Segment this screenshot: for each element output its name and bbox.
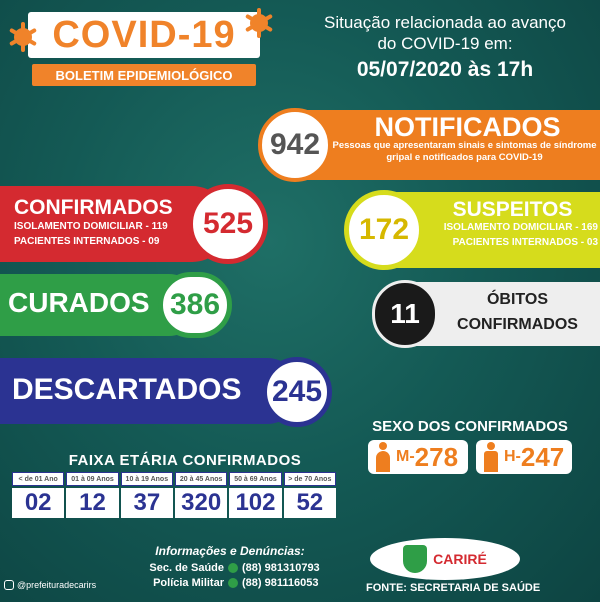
- sexo-homens: [476, 440, 572, 474]
- policia-phone[interactable]: (88) 981116053: [242, 577, 319, 589]
- situation-line2: do COVID-19 em:: [377, 34, 513, 53]
- faixa-value: 12: [66, 488, 118, 518]
- person-male-icon: [480, 442, 502, 472]
- notificados-title: NOTIFICADOS: [374, 112, 561, 142]
- faixa-value: 320: [175, 488, 227, 518]
- sexo-masculino: [368, 440, 468, 474]
- descartados-value: 245: [262, 357, 332, 427]
- suspeitos-title: SUSPEITOS: [452, 198, 573, 221]
- logo-title: COVID-19: [28, 12, 260, 58]
- faixa-title: FAIXA ETÁRIA CONFIRMADOS: [68, 452, 302, 469]
- person-female-icon: [372, 442, 394, 472]
- logo-subtitle: BOLETIM EPIDEMIOLÓGICO: [32, 64, 256, 86]
- faixa-header: 01 à 09 Anos: [66, 472, 118, 486]
- faixa-col: [66, 472, 118, 518]
- obitos-value: 11: [372, 280, 438, 348]
- sexo-title: SEXO DOS CONFIRMADOS: [372, 418, 568, 435]
- fonte-text: FONTE: SECRETARIA DE SAÚDE: [366, 582, 541, 594]
- instagram-icon: [4, 580, 14, 590]
- descartados-title: DESCARTADOS: [12, 373, 242, 406]
- report-date: 05/07/2020 às 17h: [356, 58, 534, 81]
- situation-header: [300, 12, 590, 82]
- faixa-col: [121, 472, 173, 518]
- info-sec-saude: [140, 562, 320, 574]
- curados-title: CURADOS: [8, 287, 150, 318]
- confirmados-value: 525: [188, 184, 268, 264]
- obitos-title-line2: CONFIRMADOS: [457, 316, 578, 333]
- info-policia: [140, 577, 318, 589]
- faixa-col: [175, 472, 227, 518]
- covid-logo: [28, 12, 260, 86]
- faixa-header: 10 à 19 Anos: [121, 472, 173, 486]
- suspeitos-internados: PACIENTES INTERNADOS - 03: [452, 237, 598, 248]
- sexo-h-value: 247: [520, 441, 565, 472]
- faixa-header: > de 70 Anos: [284, 472, 336, 486]
- virus-icon: [8, 22, 38, 52]
- suspeitos-isolamento: ISOLAMENTO DOMICILIAR - 169: [443, 222, 598, 233]
- prefeitura-logo: [370, 538, 520, 580]
- sexo-m-value: 278: [414, 441, 459, 472]
- sexo-h-label: H-: [504, 448, 521, 465]
- suspeitos-value: 172: [344, 190, 424, 270]
- virus-icon: [244, 8, 274, 38]
- instagram-handle[interactable]: [4, 580, 96, 590]
- notificados-description: Pessoas que apresentaram sinais e sintomas de síndrome gripal e notificados para COVID-19: [332, 140, 597, 163]
- obitos-title-line1: ÓBITOS: [486, 291, 549, 308]
- faixa-value: 52: [284, 488, 336, 518]
- curados-value: 386: [158, 272, 232, 338]
- faixa-value: 02: [12, 488, 64, 518]
- faixa-col: [229, 472, 281, 518]
- faixa-value: 102: [229, 488, 281, 518]
- faixa-table: [12, 472, 336, 518]
- sec-saude-label: Sec. de Saúde: [149, 562, 224, 574]
- prefeitura-name: CARIRÉ: [433, 551, 487, 567]
- whatsapp-icon: [228, 578, 238, 588]
- faixa-header: 50 à 69 Anos: [229, 472, 281, 486]
- sexo-m-label: M-: [396, 448, 415, 465]
- instagram-text: @prefeituradecarirs: [17, 580, 97, 590]
- confirmados-internados: PACIENTES INTERNADOS - 09: [14, 236, 160, 247]
- sec-saude-phone[interactable]: (88) 981310793: [242, 562, 320, 574]
- faixa-col: [12, 472, 64, 518]
- confirmados-title: CONFIRMADOS: [14, 196, 173, 219]
- whatsapp-icon: [228, 563, 238, 573]
- shield-icon: [403, 545, 427, 573]
- info-title: Informações e Denúncias:: [155, 544, 305, 558]
- faixa-value: 37: [121, 488, 173, 518]
- situation-line1: Situação relacionada ao avanço: [324, 13, 566, 32]
- policia-label: Polícia Militar: [153, 577, 224, 589]
- notificados-value: 942: [258, 108, 332, 182]
- faixa-col: [284, 472, 336, 518]
- faixa-header: 20 à 45 Anos: [175, 472, 227, 486]
- faixa-header: < de 01 Ano: [12, 472, 64, 486]
- confirmados-isolamento: ISOLAMENTO DOMICILIAR - 119: [14, 221, 168, 232]
